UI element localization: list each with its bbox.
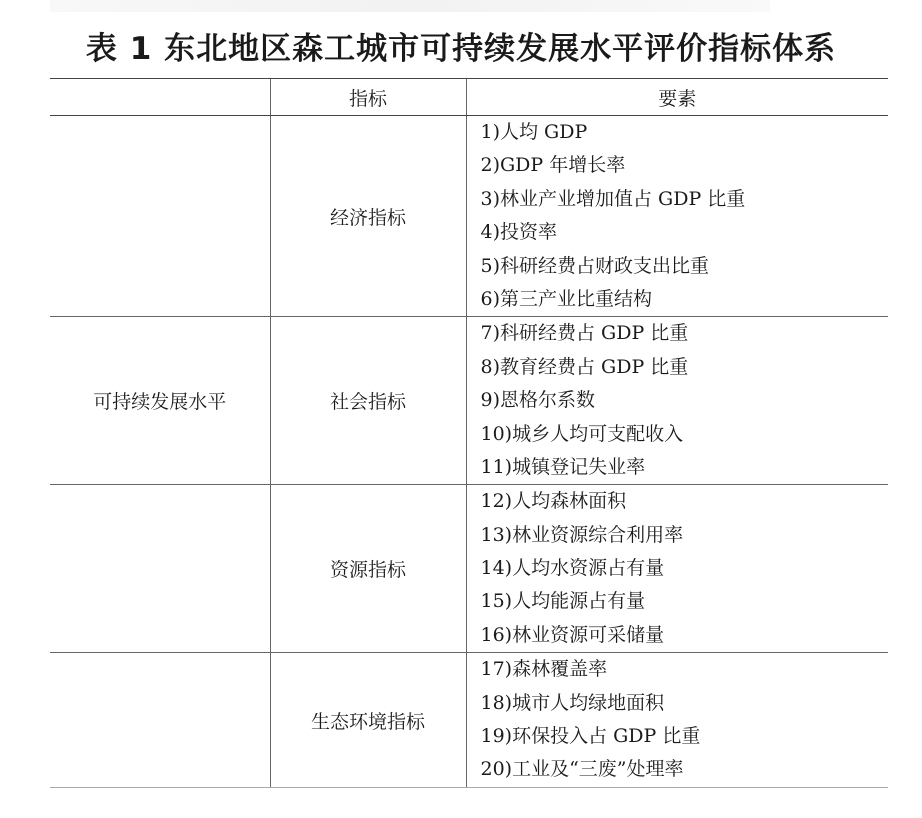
- list-item: 7)科研经费占 GDP 比重: [480, 322, 689, 345]
- level1-cell: 可持续发展水平: [50, 317, 270, 485]
- list-item: 14)人均水资源占有量: [480, 557, 665, 580]
- indicator-social: 社会指标: [270, 317, 466, 485]
- list-item: 20)工业及“三废”处理率: [480, 758, 684, 781]
- list-item: 16)林业资源可采储量: [480, 623, 665, 646]
- cropped-text-strip: [50, 0, 770, 12]
- elements-ecology: [466, 653, 888, 788]
- list-item: 2)GDP 年增长率: [480, 154, 626, 177]
- list-item: 15)人均能源占有量: [480, 590, 646, 613]
- level1-cell-bottom: [50, 653, 270, 788]
- header-indicator: 指标: [270, 79, 466, 116]
- list-item: 17)森林覆盖率: [480, 658, 608, 681]
- list-item: 10)城乡人均可支配收入: [480, 422, 684, 445]
- list-item: 5)科研经费占财政支出比重: [480, 254, 710, 277]
- table-row-resource: [50, 485, 888, 653]
- header-elements: 要素: [466, 79, 888, 116]
- elements-social: [466, 317, 888, 485]
- elements-resource: [466, 485, 888, 653]
- list-item: 4)投资率: [480, 221, 558, 244]
- indicator-table: [50, 78, 888, 788]
- header-empty: [50, 79, 270, 116]
- list-item: 18)城市人均绿地面积: [480, 691, 665, 714]
- list-item: 3)林业产业增加值占 GDP 比重: [480, 187, 746, 210]
- list-item: 6)第三产业比重结构: [480, 287, 653, 310]
- indicator-resource: 资源指标: [270, 485, 466, 653]
- level1-cell-lower: [50, 485, 270, 653]
- list-item: 1)人均 GDP: [480, 121, 588, 143]
- level1-cell-top: [50, 116, 270, 317]
- list-item: 8)教育经费占 GDP 比重: [480, 355, 689, 378]
- indicator-ecology: 生态环境指标: [270, 653, 466, 788]
- table-row-social: [50, 317, 888, 485]
- list-item: 9)恩格尔系数: [480, 389, 596, 412]
- list-item: 13)林业资源综合利用率: [480, 523, 684, 546]
- list-item: 19)环保投入占 GDP 比重: [480, 725, 701, 748]
- list-item: 11)城镇登记失业率: [480, 455, 646, 478]
- list-item: 12)人均森林面积: [480, 490, 627, 513]
- table-title: 表 1 东北地区森工城市可持续发展水平评价指标体系: [85, 31, 837, 67]
- table-header-row: [50, 79, 888, 116]
- indicator-economic: 经济指标: [270, 116, 466, 317]
- table-row-ecology: [50, 653, 888, 788]
- elements-economic: [466, 116, 888, 317]
- table-row-economic: [50, 116, 888, 317]
